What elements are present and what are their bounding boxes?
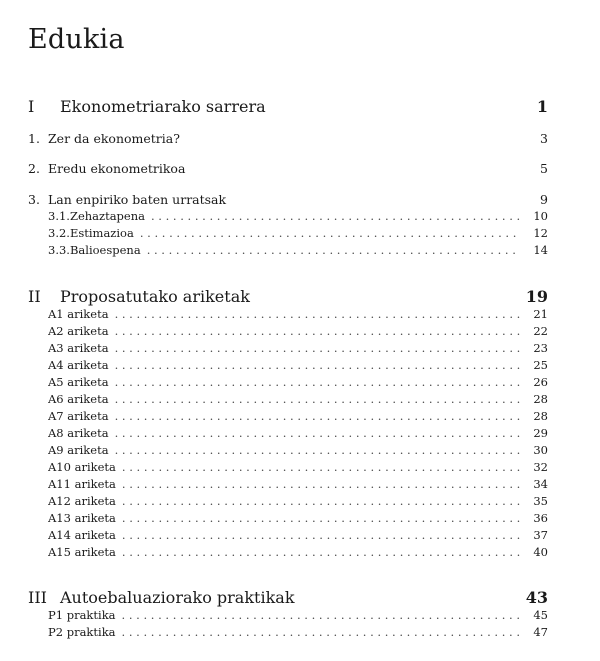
- chapter-number: 2.: [28, 161, 40, 176]
- section-title: Estimazioa: [69, 226, 134, 240]
- practical-entry[interactable]: [48, 625, 548, 641]
- leader-dots: [122, 494, 520, 508]
- section-title: Zehaztapena: [69, 209, 145, 223]
- leader-dots: [122, 477, 520, 491]
- section-page: 10: [533, 209, 548, 223]
- leader-dots: [147, 243, 520, 257]
- exercise-entry[interactable]: [48, 511, 548, 527]
- exercise-page: 29: [533, 426, 548, 440]
- exercise-title: A15 ariketa: [48, 545, 116, 559]
- practical-entry[interactable]: [48, 608, 548, 624]
- leader-dots: [115, 392, 520, 406]
- part-heading[interactable]: [28, 287, 548, 307]
- leader-dots: [115, 375, 520, 389]
- exercise-page: 36: [533, 511, 548, 525]
- section-number: 3.1.: [48, 209, 70, 223]
- part-page: 43: [525, 588, 548, 607]
- exercise-title: A6 ariketa: [48, 392, 109, 406]
- part-page: 19: [525, 287, 548, 306]
- part-number: II: [28, 287, 41, 306]
- exercise-title: A13 ariketa: [48, 511, 116, 525]
- chapter-page: 3: [540, 131, 548, 146]
- chapter-title: Lan enpiriko baten urratsak: [48, 192, 227, 207]
- exercise-entry[interactable]: [48, 494, 548, 510]
- leader-dots: [122, 460, 520, 474]
- exercise-page: 30: [533, 443, 548, 457]
- leader-dots: [115, 443, 520, 457]
- leader-dots: [115, 426, 520, 440]
- exercise-page: 35: [533, 494, 548, 508]
- leader-dots: [122, 625, 520, 639]
- part-number: III: [28, 588, 47, 607]
- part-title: Proposatutako ariketak: [60, 287, 250, 306]
- leader-dots: [151, 209, 520, 223]
- leader-dots: [122, 545, 520, 559]
- leader-dots: [115, 341, 520, 355]
- exercise-entry[interactable]: [48, 392, 548, 408]
- exercise-entry[interactable]: [48, 443, 548, 459]
- exercise-page: 37: [533, 528, 548, 542]
- exercise-title: A4 ariketa: [48, 358, 109, 372]
- leader-dots: [115, 409, 520, 423]
- exercise-title: A7 ariketa: [48, 409, 109, 423]
- chapter-title: Eredu ekonometrikoa: [48, 161, 186, 176]
- exercise-page: 28: [533, 409, 548, 423]
- chapter-number: 3.: [28, 192, 40, 207]
- part-page: 1: [536, 97, 548, 116]
- exercise-page: 25: [533, 358, 548, 372]
- exercise-page: 23: [533, 341, 548, 355]
- exercise-title: A11 ariketa: [48, 477, 116, 491]
- section-number: 3.3.: [48, 243, 70, 257]
- section-page: 14: [533, 243, 548, 257]
- exercise-page: 26: [533, 375, 548, 389]
- exercise-page: 34: [533, 477, 548, 491]
- part-heading[interactable]: [28, 97, 548, 117]
- exercise-page: 28: [533, 392, 548, 406]
- exercise-title: A8 ariketa: [48, 426, 109, 440]
- part-number: I: [28, 97, 35, 116]
- exercise-entry[interactable]: [48, 460, 548, 476]
- practical-page: 47: [533, 625, 548, 639]
- practical-title: P1 praktika: [48, 608, 116, 622]
- section-entry[interactable]: [48, 226, 548, 242]
- exercise-title: A3 ariketa: [48, 341, 109, 355]
- exercise-entry[interactable]: [48, 341, 548, 357]
- part-heading[interactable]: [28, 588, 548, 608]
- section-entry[interactable]: [48, 209, 548, 225]
- chapter-page: 9: [540, 192, 548, 207]
- leader-dots: [122, 528, 520, 542]
- exercise-entry[interactable]: [48, 545, 548, 561]
- exercise-title: A10 ariketa: [48, 460, 116, 474]
- section-page: 12: [533, 226, 548, 240]
- exercise-title: A5 ariketa: [48, 375, 109, 389]
- chapter-heading[interactable]: [28, 131, 548, 147]
- section-title: Balioespena: [69, 243, 141, 257]
- chapter-number: 1.: [28, 131, 40, 146]
- chapter-heading[interactable]: [28, 192, 548, 208]
- exercise-title: A2 ariketa: [48, 324, 109, 338]
- leader-dots: [140, 226, 520, 240]
- exercise-title: A1 ariketa: [48, 307, 109, 321]
- leader-dots: [122, 511, 520, 525]
- toc-title: Edukia: [28, 24, 125, 55]
- exercise-title: A9 ariketa: [48, 443, 109, 457]
- exercise-page: 21: [533, 307, 548, 321]
- practical-title: P2 praktika: [48, 625, 116, 639]
- exercise-entry[interactable]: [48, 358, 548, 374]
- exercise-page: 22: [533, 324, 548, 338]
- exercise-entry[interactable]: [48, 375, 548, 391]
- exercise-title: A12 ariketa: [48, 494, 116, 508]
- leader-dots: [115, 358, 520, 372]
- section-number: 3.2.: [48, 226, 70, 240]
- leader-dots: [122, 608, 520, 622]
- exercise-title: A14 ariketa: [48, 528, 116, 542]
- section-entry[interactable]: [48, 243, 548, 259]
- exercise-page: 32: [533, 460, 548, 474]
- chapter-title: Zer da ekonometria?: [48, 131, 180, 146]
- practical-page: 45: [533, 608, 548, 622]
- part-title: Autoebaluaziorako praktikak: [60, 588, 295, 607]
- exercise-entry[interactable]: [48, 324, 548, 340]
- exercise-entry[interactable]: [48, 307, 548, 323]
- exercise-entry[interactable]: [48, 528, 548, 544]
- exercise-entry[interactable]: [48, 426, 548, 442]
- leader-dots: [115, 307, 520, 321]
- exercise-page: 40: [533, 545, 548, 559]
- leader-dots: [115, 324, 520, 338]
- exercise-entry[interactable]: [48, 477, 548, 493]
- part-title: Ekonometriarako sarrera: [60, 97, 266, 116]
- exercise-entry[interactable]: [48, 409, 548, 425]
- chapter-heading[interactable]: [28, 161, 548, 177]
- chapter-page: 5: [540, 161, 548, 176]
